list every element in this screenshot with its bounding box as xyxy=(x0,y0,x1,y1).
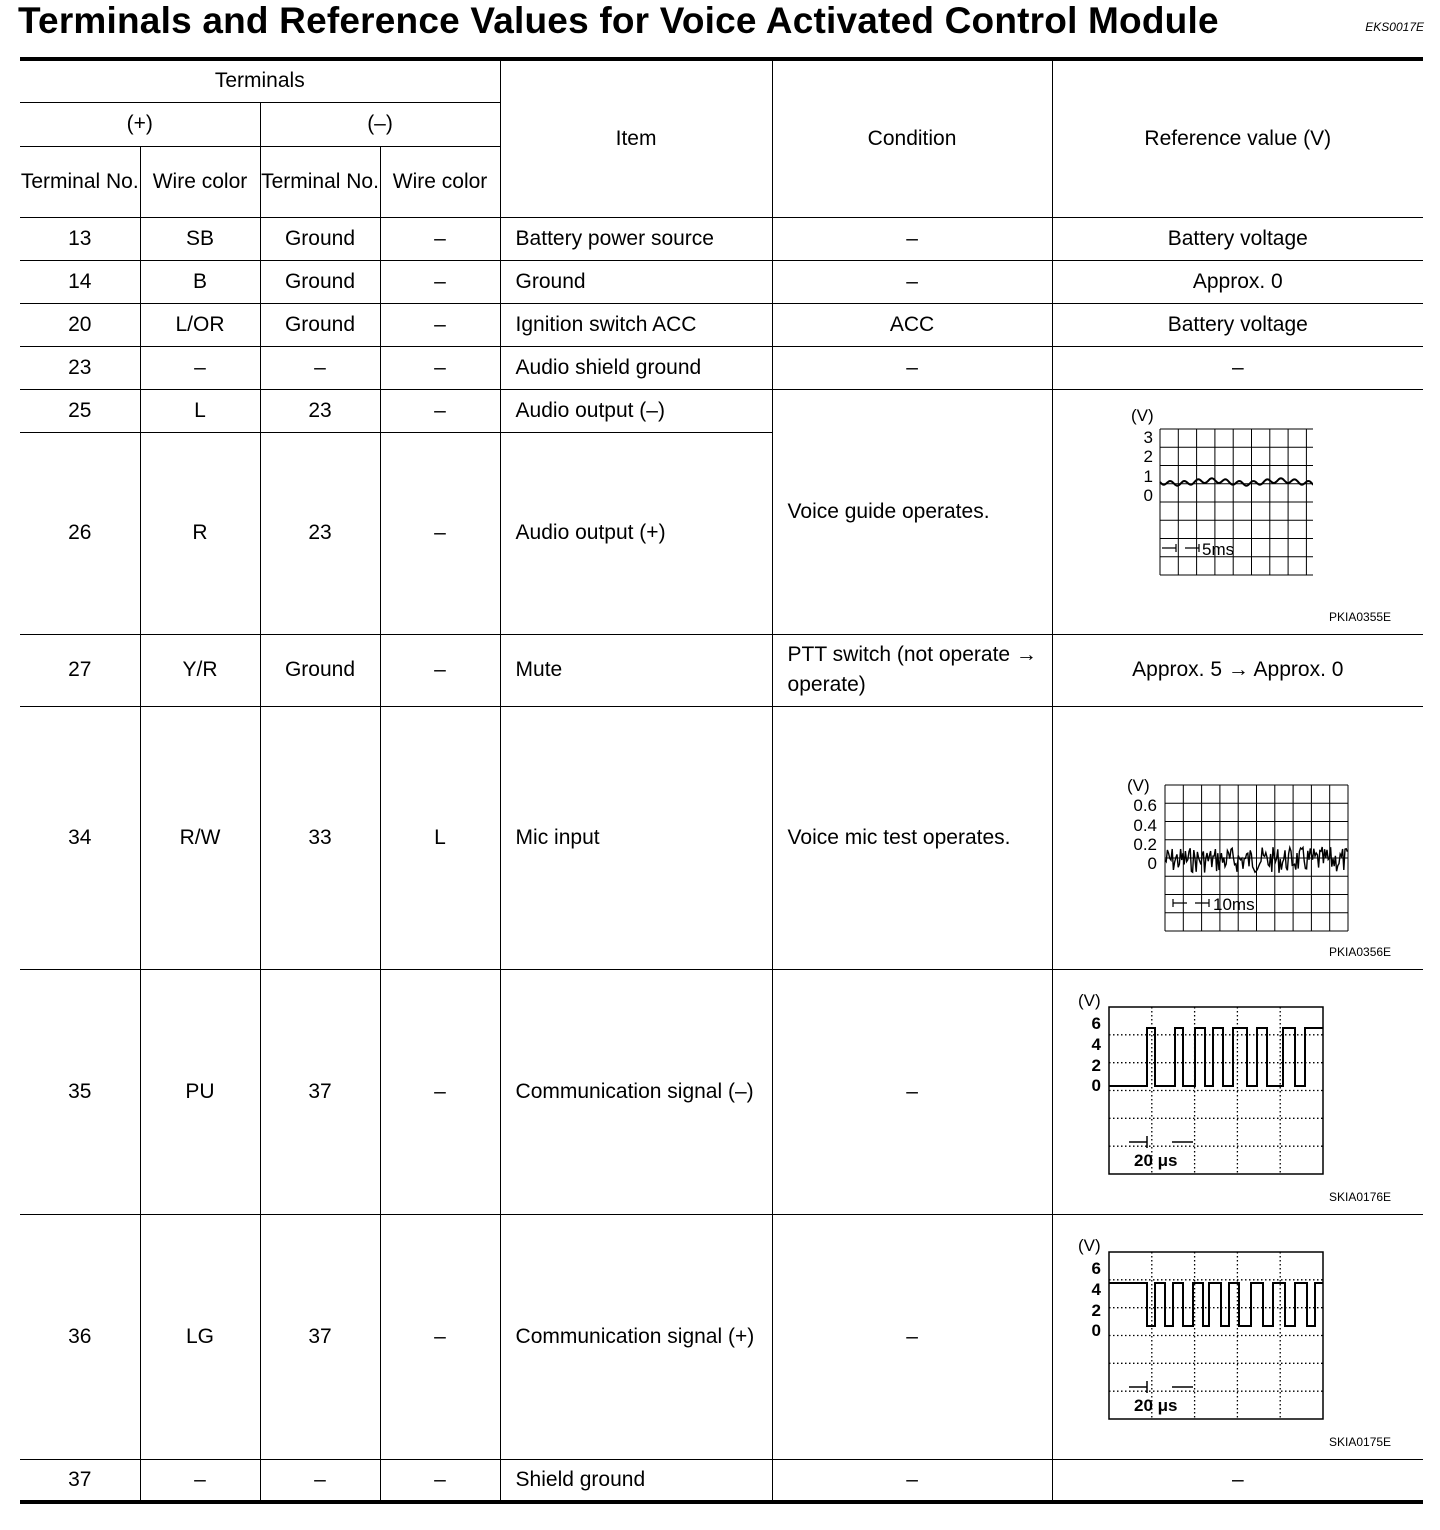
condition: ACC xyxy=(772,303,1052,346)
wire-color: B xyxy=(140,260,260,303)
minus-wire-color: – xyxy=(380,389,500,432)
table-row xyxy=(20,260,1423,303)
condition: – xyxy=(772,260,1052,303)
scope-graticule xyxy=(1109,1007,1323,1174)
graticule-lines xyxy=(1109,1007,1323,1174)
terminal-no: 13 xyxy=(20,217,140,260)
item: Audio output (–) xyxy=(500,389,772,432)
waveform-tick: 0 xyxy=(1147,853,1157,873)
minus-wire-color: – xyxy=(380,432,500,634)
waveform-tick: 0.6 xyxy=(1132,795,1157,815)
table-row xyxy=(20,389,1423,432)
condition: – xyxy=(772,1214,1052,1459)
minus-wire-color: – xyxy=(380,1459,500,1502)
item: Communication signal (–) xyxy=(500,969,772,1214)
grid-lines xyxy=(1165,785,1348,931)
minus-terminal: 23 xyxy=(260,432,380,634)
waveform-tick: 0.4 xyxy=(1132,815,1157,835)
waveform-cell-audio xyxy=(1052,389,1423,634)
table-row xyxy=(20,706,1423,969)
condition: Voice mic test operates. xyxy=(772,706,1052,969)
time-scale-arrows xyxy=(1173,899,1209,907)
item: Communication signal (+) xyxy=(500,1214,772,1459)
header-wire-color: Wire color xyxy=(140,146,260,217)
grid-lines xyxy=(1160,429,1313,575)
reference-value: – xyxy=(1052,346,1423,389)
page-title: Terminals and Reference Values for Voice Activated Control Module xyxy=(18,0,1219,41)
minus-terminal: Ground xyxy=(260,217,380,260)
waveform-comm-plus xyxy=(1073,1225,1373,1425)
minus-wire-color: – xyxy=(380,260,500,303)
reference-value: Battery voltage xyxy=(1052,217,1423,260)
condition: – xyxy=(772,969,1052,1214)
waveform-unit: (V) xyxy=(1126,775,1150,795)
table-row xyxy=(20,346,1423,389)
wire-color: PU xyxy=(140,969,260,1214)
terminal-no: 14 xyxy=(20,260,140,303)
wire-color: SB xyxy=(140,217,260,260)
terminal-no: 25 xyxy=(20,389,140,432)
terminal-no: 27 xyxy=(20,634,140,706)
waveform-trace xyxy=(1109,1028,1323,1086)
waveform-unit: (V) xyxy=(1077,990,1101,1010)
waveform-mic xyxy=(1073,717,1393,947)
header-terminal-no: Terminal No. xyxy=(260,146,380,217)
wire-color: L xyxy=(140,389,260,432)
reference-value: – xyxy=(1052,1459,1423,1502)
terminal-no: 26 xyxy=(20,432,140,634)
table-row xyxy=(20,217,1423,260)
minus-wire-color: – xyxy=(380,217,500,260)
waveform-tick: 1 xyxy=(1143,466,1153,486)
item: Audio output (+) xyxy=(500,432,772,634)
waveform-cell-comm-minus xyxy=(1052,969,1423,1214)
minus-terminal: Ground xyxy=(260,260,380,303)
header-condition: Condition xyxy=(772,59,1052,217)
waveform-time-scale: 20 μs xyxy=(1133,1395,1178,1415)
condition: – xyxy=(772,1459,1052,1502)
header-item: Item xyxy=(500,59,772,217)
terminal-no: 34 xyxy=(20,706,140,969)
reference-value: Approx. 0 xyxy=(1052,260,1423,303)
minus-wire-color: – xyxy=(380,634,500,706)
item: Ground xyxy=(500,260,772,303)
table-row xyxy=(20,1214,1423,1459)
minus-terminal: Ground xyxy=(260,634,380,706)
waveform-grid xyxy=(1160,429,1313,575)
minus-wire-color: – xyxy=(380,1214,500,1459)
waveform-time-scale: 5ms xyxy=(1201,539,1234,559)
waveform-time-scale: 10ms xyxy=(1212,894,1255,914)
minus-wire-color: L xyxy=(380,706,500,969)
waveform-tick: 0 xyxy=(1143,485,1153,505)
table-row xyxy=(20,303,1423,346)
wire-color: Y/R xyxy=(140,634,260,706)
waveform-tick: 6 xyxy=(1091,1258,1101,1278)
scope-graticule xyxy=(1109,1252,1323,1419)
waveform-trace xyxy=(1160,478,1313,485)
waveform-grid xyxy=(1165,785,1348,931)
graticule-lines xyxy=(1109,1252,1323,1419)
header-reference: Reference value (V) xyxy=(1052,59,1423,217)
waveform-tick: 4 xyxy=(1091,1279,1101,1299)
terminal-no: 35 xyxy=(20,969,140,1214)
wire-color: L/OR xyxy=(140,303,260,346)
waveform-unit: (V) xyxy=(1077,1235,1101,1255)
terminal-no: 20 xyxy=(20,303,140,346)
terminal-no: 37 xyxy=(20,1459,140,1502)
waveform-tick: 0 xyxy=(1091,1075,1101,1095)
header-plus: (+) xyxy=(20,102,260,146)
waveform-trace xyxy=(1109,1283,1323,1326)
terminal-no: 23 xyxy=(20,346,140,389)
waveform-time-scale: 20 μs xyxy=(1133,1150,1178,1170)
condition: PTT switch (not operate → operate) xyxy=(772,634,1052,706)
item: Audio shield ground xyxy=(500,346,772,389)
waveform-comm-minus xyxy=(1073,980,1373,1180)
waveform-tick: 0.2 xyxy=(1132,834,1157,854)
figure-id: SKIA0176E xyxy=(1329,1189,1392,1204)
figure-id: PKIA0356E xyxy=(1329,944,1392,959)
waveform-cell-comm-plus xyxy=(1052,1214,1423,1459)
waveform-tick: 2 xyxy=(1091,1300,1101,1320)
waveform-tick: 4 xyxy=(1091,1034,1101,1054)
waveform-cell-mic xyxy=(1052,706,1423,969)
item: Ignition switch ACC xyxy=(500,303,772,346)
waveform-audio xyxy=(1073,400,1313,580)
item: Shield ground xyxy=(500,1459,772,1502)
minus-terminal: 23 xyxy=(260,389,380,432)
wire-color: – xyxy=(140,346,260,389)
figure-id: PKIA0355E xyxy=(1329,609,1392,624)
condition: Voice guide operates. xyxy=(772,389,1052,634)
table-row xyxy=(20,634,1423,706)
minus-terminal: – xyxy=(260,1459,380,1502)
wire-color: – xyxy=(140,1459,260,1502)
minus-terminal: 37 xyxy=(260,969,380,1214)
wire-color: R/W xyxy=(140,706,260,969)
time-scale-arrows xyxy=(1162,544,1199,552)
waveform-tick: 2 xyxy=(1091,1055,1101,1075)
table-row xyxy=(20,1459,1423,1502)
waveform-tick: 3 xyxy=(1143,427,1153,447)
table-row xyxy=(20,969,1423,1214)
item: Mute xyxy=(500,634,772,706)
document-code: EKS0017E xyxy=(1365,20,1424,34)
waveform-unit: (V) xyxy=(1130,405,1154,425)
figure-id: SKIA0175E xyxy=(1329,1434,1392,1449)
item: Mic input xyxy=(500,706,772,969)
terminal-table xyxy=(20,57,1423,1504)
wire-color: R xyxy=(140,432,260,634)
header-terminals: Terminals xyxy=(20,59,500,102)
minus-wire-color: – xyxy=(380,346,500,389)
reference-value: Battery voltage xyxy=(1052,303,1423,346)
condition: – xyxy=(772,217,1052,260)
minus-terminal: Ground xyxy=(260,303,380,346)
header-terminal-no: Terminal No. xyxy=(20,146,140,217)
waveform-tick: 6 xyxy=(1091,1013,1101,1033)
terminal-no: 36 xyxy=(20,1214,140,1459)
minus-wire-color: – xyxy=(380,969,500,1214)
minus-terminal: – xyxy=(260,346,380,389)
minus-wire-color: – xyxy=(380,303,500,346)
reference-value: Approx. 5 → Approx. 0 xyxy=(1052,634,1423,706)
item: Battery power source xyxy=(500,217,772,260)
header-wire-color: Wire color xyxy=(380,146,500,217)
header-minus: (–) xyxy=(260,102,500,146)
minus-terminal: 33 xyxy=(260,706,380,969)
wire-color: LG xyxy=(140,1214,260,1459)
minus-terminal: 37 xyxy=(260,1214,380,1459)
waveform-tick: 0 xyxy=(1091,1320,1101,1340)
condition: – xyxy=(772,346,1052,389)
waveform-tick: 2 xyxy=(1143,446,1153,466)
